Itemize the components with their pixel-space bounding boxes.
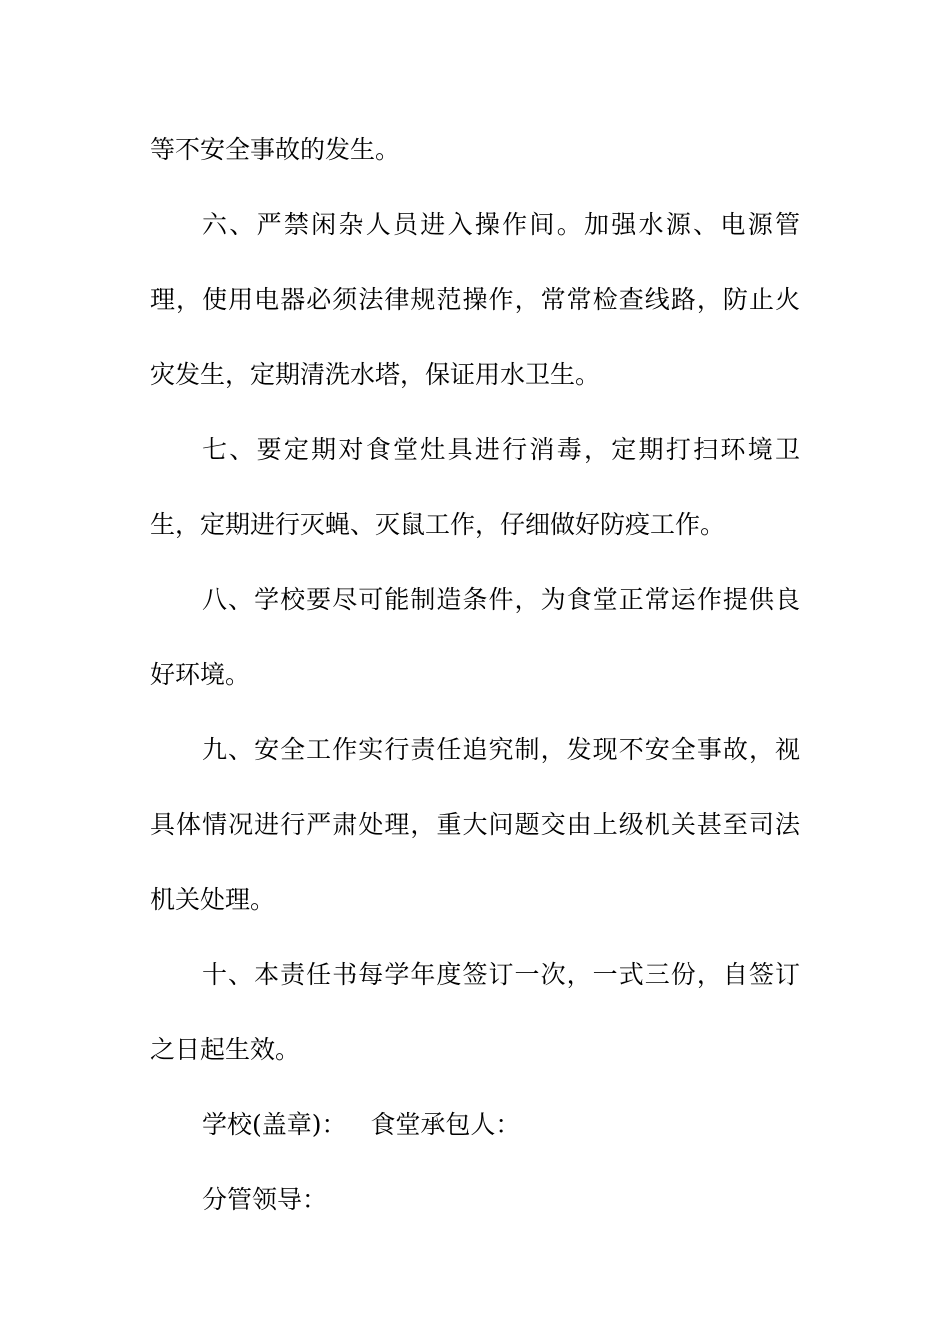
text-line: 等不安全事故的发生。	[150, 135, 401, 164]
text-line: 好环境。	[150, 660, 251, 689]
text-line: 生，定期进行灭蝇、灭鼠工作，仔细做好防疫工作。	[150, 510, 726, 539]
text-line: 九、安全工作实行责任追究制，发现不安全事故，视	[202, 735, 800, 764]
text-line: 之日起生效。	[150, 1035, 301, 1064]
signature-line-leader: 分管领导：	[202, 1185, 328, 1214]
signature-line-school: 学校(盖章)： 食堂承包人：	[202, 1110, 521, 1139]
text-line: 理，使用电器必须法律规范操作，常常检查线路，防止火	[150, 285, 800, 314]
text-line: 七、要定期对食堂灶具进行消毒，定期打扫环境卫	[202, 435, 800, 464]
text-line: 八、学校要尽可能制造条件，为食堂正常运作提供良	[202, 585, 800, 614]
text-line: 具体情况进行严肃处理，重大问题交由上级机关甚至司法	[150, 810, 800, 839]
text-line: 六、严禁闲杂人员进入操作间。加强水源、电源管	[202, 210, 800, 239]
text-line: 机关处理。	[150, 885, 276, 914]
text-line: 灾发生，定期清洗水塔，保证用水卫生。	[150, 360, 601, 389]
text-line: 十、本责任书每学年度签订一次，一式三份，自签订	[202, 960, 800, 989]
